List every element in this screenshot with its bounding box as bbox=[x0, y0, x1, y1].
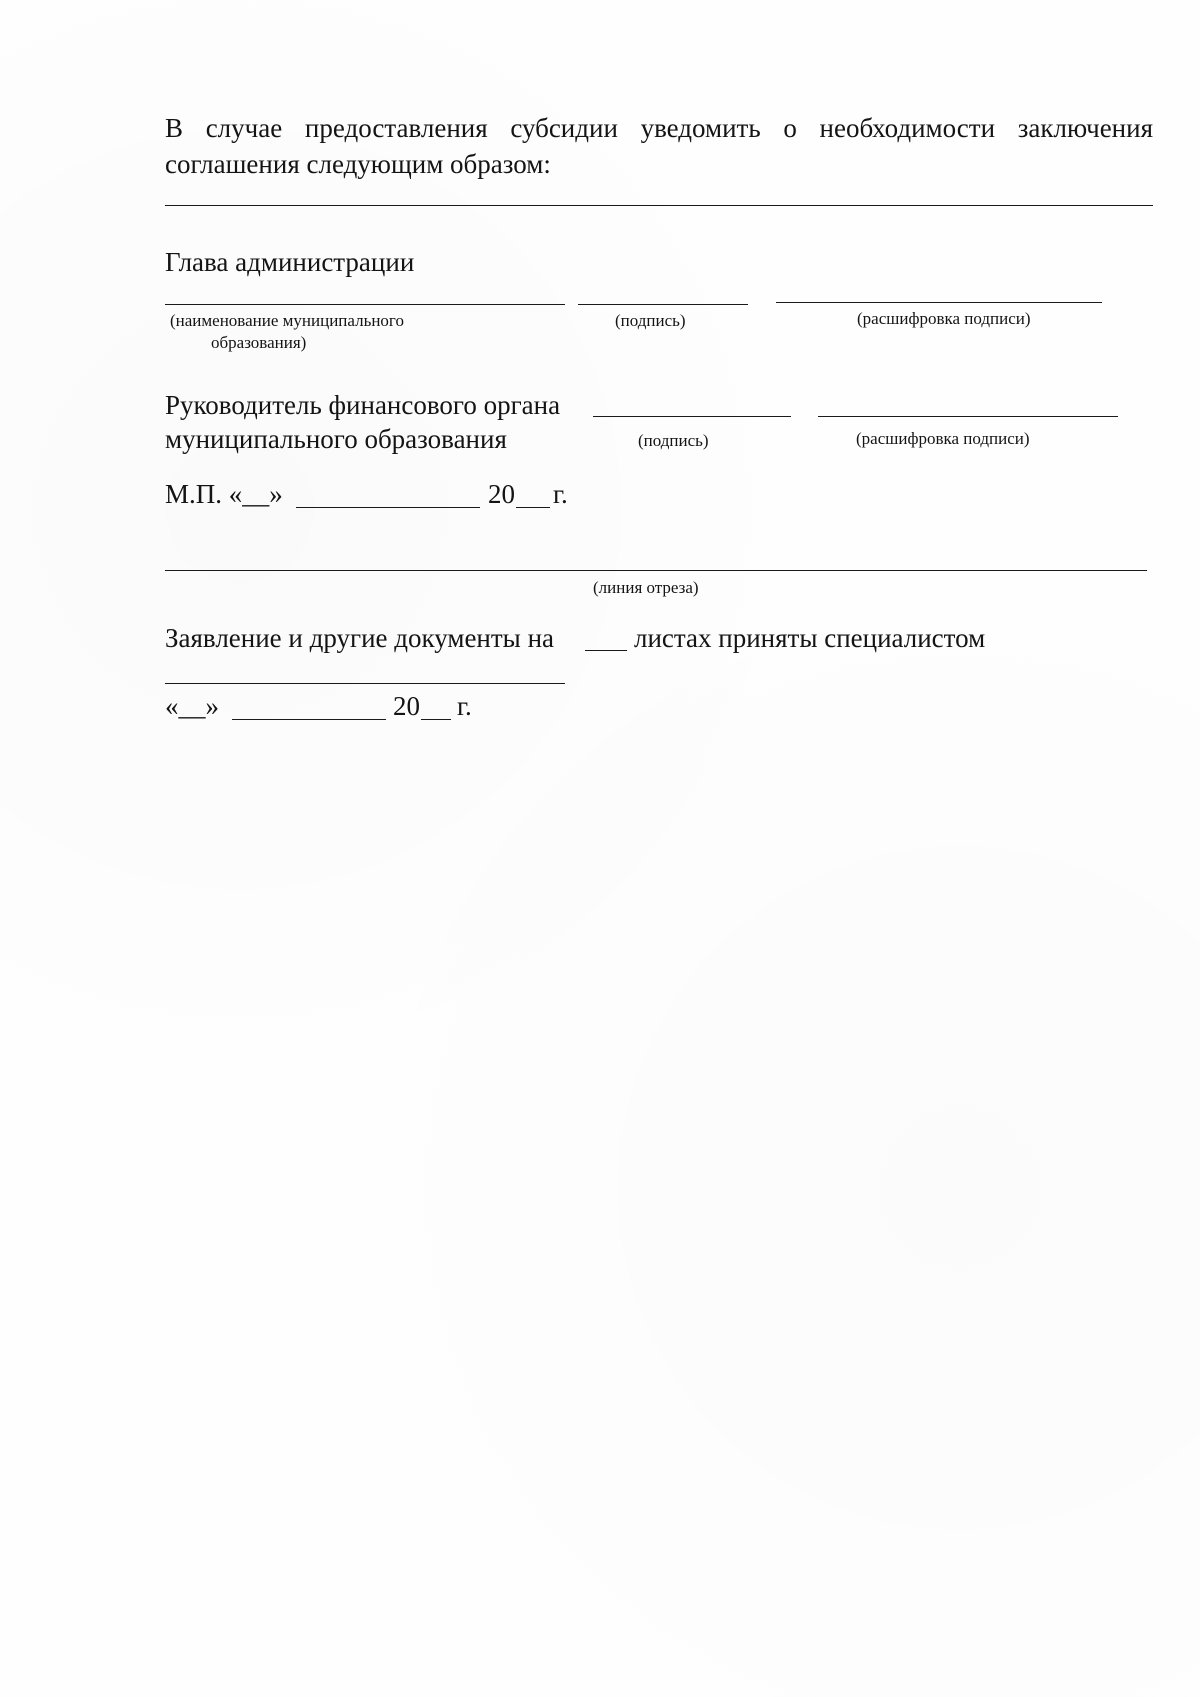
head-title: Глава администрации bbox=[165, 247, 415, 277]
stamp-year-line bbox=[516, 507, 550, 508]
stamp-year-prefix: 20 bbox=[488, 479, 515, 509]
intro-line-1: В случае предоставления субсидии уведомить о необходимости заключения bbox=[165, 113, 1153, 143]
finance-line-2: муниципального образования bbox=[165, 424, 507, 454]
cut-caption: (линия отреза) bbox=[593, 578, 699, 597]
head-decoding-line bbox=[776, 302, 1102, 303]
receipt-year-line bbox=[421, 719, 451, 720]
caption-finance-signature: (подпись) bbox=[638, 431, 709, 450]
receipt-year-suffix: г. bbox=[457, 691, 472, 721]
finance-signature-line bbox=[593, 416, 791, 417]
intro-line-2: соглашения следующим образом: bbox=[165, 149, 551, 179]
specialist-name-line bbox=[165, 683, 565, 684]
stamp-year-suffix: г. bbox=[553, 479, 568, 509]
finance-line-1: Руководитель финансового органа bbox=[165, 390, 561, 420]
municipality-name-line bbox=[165, 304, 565, 305]
head-signature-line bbox=[578, 304, 748, 305]
caption-municipality-1: (наименование муниципального bbox=[170, 311, 404, 330]
caption-head-signature: (подпись) bbox=[615, 311, 686, 330]
notification-method-line bbox=[165, 205, 1153, 206]
receipt-text-before: Заявление и другие документы на bbox=[165, 623, 555, 653]
stamp-mp: М.П. «__» bbox=[165, 479, 283, 509]
finance-decoding-line bbox=[818, 416, 1118, 417]
receipt-year-prefix: 20 bbox=[393, 691, 420, 721]
receipt-text-after: листах приняты специалистом bbox=[634, 623, 986, 653]
caption-head-decoding: (расшифровка подписи) bbox=[857, 309, 1031, 328]
receipt-date-quote: «__» bbox=[165, 691, 219, 721]
receipt-sheets-line bbox=[585, 650, 627, 651]
cut-line bbox=[165, 570, 1147, 571]
caption-finance-decoding: (расшифровка подписи) bbox=[856, 429, 1030, 448]
caption-municipality-2: образования) bbox=[211, 333, 307, 352]
receipt-month-line bbox=[232, 719, 386, 720]
stamp-month-line bbox=[296, 507, 480, 508]
